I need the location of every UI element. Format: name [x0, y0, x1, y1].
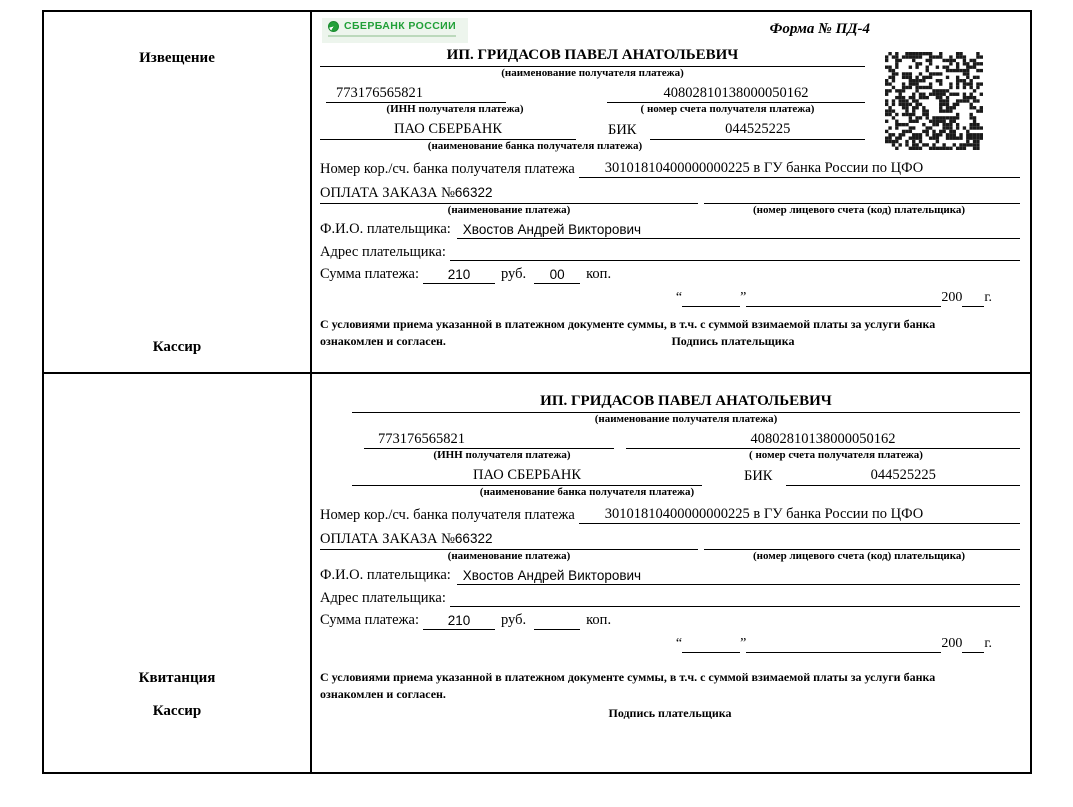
personal-account-caption: (номер лицевого счета (код) плательщика) — [752, 549, 966, 562]
year-suffix: г. — [984, 290, 992, 306]
receipt-left-column — [44, 374, 312, 772]
date-month-blank — [746, 291, 941, 307]
terms-line2: ознакомлен и согласен. — [320, 333, 446, 348]
inn-caption: (ИНН получателя платежа) — [433, 449, 571, 462]
sum-kopecks-blank — [534, 613, 580, 630]
terms-line1: С условиями приема указанной в платежном документе суммы, в т.ч. с суммой взимаемой платы за услуги банка — [320, 669, 936, 684]
notice-header — [320, 18, 1020, 45]
receipt-label: Квитанция — [138, 670, 216, 686]
terms-text — [320, 669, 1020, 703]
payer-name-value: Хвостов Андрей Викторович — [457, 567, 1020, 585]
sum-kopecks-value: 00 — [534, 266, 580, 284]
personal-account-caption: (номер лицевого счета (код) плательщика) — [752, 203, 966, 216]
inn-caption: (ИНН получателя платежа) — [386, 103, 524, 116]
payer-name-value: Хвостов Андрей Викторович — [457, 221, 1020, 239]
date-line — [320, 635, 1020, 653]
receipt-section — [44, 374, 1030, 772]
year-blank — [962, 291, 984, 307]
sberbank-logo-tagline-bar — [328, 35, 456, 37]
recipient-inn-value: 773176565821 — [364, 430, 614, 450]
sberbank-logo-icon — [328, 21, 339, 32]
receipt-form — [312, 374, 1030, 772]
date-line — [320, 289, 1020, 307]
bik-value: 044525225 — [650, 120, 865, 140]
recipient-inn-value: 773176565821 — [326, 84, 506, 104]
bik-label: БИК — [608, 122, 637, 139]
terms-text — [320, 316, 1020, 350]
corr-account-value: 30101810400000000225 в ГУ банка России по ЦФО — [579, 505, 1020, 525]
year-prefix: 200 — [941, 636, 963, 652]
payment-purpose — [320, 530, 698, 550]
rubles-label: руб. — [501, 612, 527, 629]
year-suffix: г. — [984, 636, 992, 652]
payment-order-number: 66322 — [454, 531, 493, 547]
recipient-caption: (наименование получателя платежа) — [594, 413, 778, 426]
bank-name-value: ПАО СБЕРБАНК — [320, 120, 576, 140]
recipient-caption: (наименование получателя платежа) — [501, 67, 684, 80]
bik-value: 044525225 — [786, 466, 1020, 486]
notice-section — [44, 12, 1030, 374]
sberbank-logo-text: СБЕРБАНК РОССИИ — [344, 20, 457, 32]
payment-purpose — [320, 184, 698, 204]
terms-line1: С условиями приема указанной в платежном документе суммы, в т.ч. с суммой взимаемой платы за услуги банка — [320, 316, 936, 331]
sum-rubles-value: 210 — [423, 266, 495, 284]
notice-form — [312, 12, 1030, 372]
year-blank — [962, 637, 984, 653]
payment-purpose-label: ОПЛАТА ЗАКАЗА № — [320, 531, 455, 548]
corr-account-label: Номер кор./сч. банка получателя платежа — [320, 160, 575, 177]
sum-label: Сумма платежа: — [320, 266, 419, 283]
cashier-label: Кассир — [152, 339, 202, 355]
date-day-blank — [682, 637, 740, 653]
bank-name-value: ПАО СБЕРБАНК — [352, 466, 702, 486]
personal-account-blank — [704, 533, 1020, 550]
quote-close: ” — [740, 636, 747, 652]
payer-address-blank — [450, 590, 1020, 607]
bank-caption: (наименование банка получателя платежа) — [427, 139, 643, 152]
payer-signature-label: Подпись плательщика — [671, 333, 795, 348]
sum-rubles-value: 210 — [423, 612, 495, 630]
payer-name-label: Ф.И.О. плательщика: — [320, 221, 451, 238]
notice-left-column — [44, 12, 312, 372]
terms-line2: ознакомлен и согласен. — [320, 686, 446, 701]
payment-purpose-label: ОПЛАТА ЗАКАЗА № — [320, 185, 455, 202]
date-month-blank — [746, 637, 941, 653]
payment-form-pd4 — [42, 10, 1032, 774]
payer-address-label: Адрес плательщика: — [320, 243, 446, 260]
personal-account-blank — [704, 187, 1020, 204]
payer-name-label: Ф.И.О. плательщика: — [320, 567, 451, 584]
corr-account-label: Номер кор./сч. банка получателя платежа — [320, 506, 575, 523]
quote-close: ” — [740, 290, 747, 306]
account-caption: ( номер счета получателя платежа) — [640, 103, 815, 116]
sum-label: Сумма платежа: — [320, 612, 419, 629]
payment-order-number: 66322 — [454, 185, 493, 201]
payer-address-label: Адрес плательщика: — [320, 589, 446, 606]
cashier-label: Кассир — [152, 703, 202, 719]
payment-caption: (наименование платежа) — [447, 549, 571, 562]
bik-label: БИК — [744, 468, 773, 485]
recipient-account-value: 40802810138000050162 — [626, 430, 1020, 450]
recipient-name: ИП. ГРИДАСОВ ПАВЕЛ АНАТОЛЬЕВИЧ — [352, 392, 1020, 413]
quote-open: “ — [675, 636, 683, 652]
payer-address-blank — [450, 244, 1020, 261]
date-day-blank — [682, 291, 740, 307]
qr-code — [884, 52, 984, 150]
account-caption: ( номер счета получателя платежа) — [749, 449, 923, 462]
recipient-account-value: 40802810138000050162 — [607, 84, 865, 104]
corr-account-value: 30101810400000000225 в ГУ банка России по ЦФО — [579, 159, 1020, 179]
year-prefix: 200 — [941, 290, 963, 306]
recipient-name: ИП. ГРИДАСОВ ПАВЕЛ АНАТОЛЬЕВИЧ — [320, 46, 865, 67]
payer-signature-label: Подпись плательщика — [608, 705, 732, 720]
quote-open: “ — [675, 290, 683, 306]
form-number: Форма № ПД-4 — [769, 21, 870, 37]
notice-label: Извещение — [139, 50, 215, 66]
bank-caption: (наименование банка получателя платежа) — [479, 485, 695, 498]
sberbank-logo — [322, 18, 468, 43]
payment-caption: (наименование платежа) — [447, 203, 571, 216]
rubles-label: руб. — [501, 266, 527, 283]
kopecks-label: коп. — [586, 266, 612, 283]
kopecks-label: коп. — [586, 612, 612, 629]
